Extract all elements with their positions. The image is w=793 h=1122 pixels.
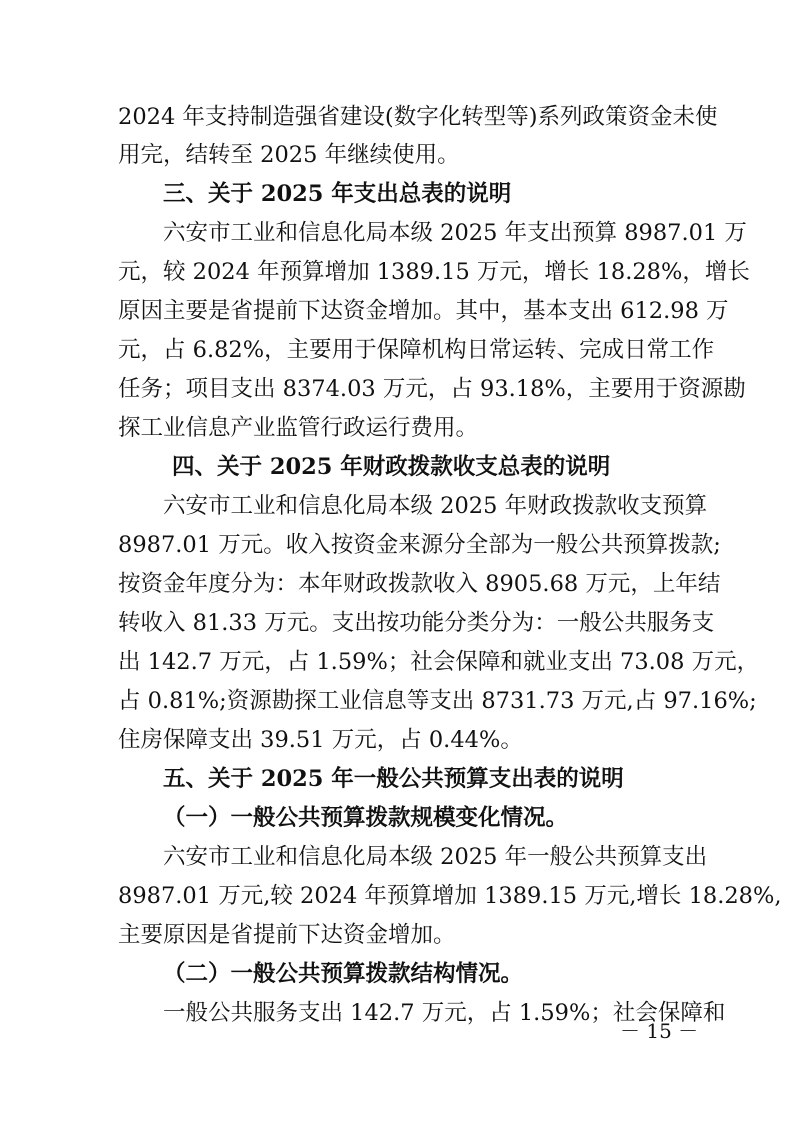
paragraph-line: 住房保障支出 39.51 万元，占 0.44%。: [118, 727, 523, 753]
paragraph-line: 8987.01 万元。收入按资金来源分全部为一般公共预算拨款;: [118, 532, 721, 558]
paragraph-line: 按资金年度分为：本年财政拨款收入 8905.68 万元，上年结: [118, 571, 721, 597]
paragraph-line: 六安市工业和信息化局本级 2025 年一般公共预算支出: [163, 844, 708, 870]
subsection-heading-2: （二）一般公共预算拨款结构情况。: [163, 961, 524, 987]
section-heading-4: 四、关于 2025 年财政拨款收支总表的说明: [172, 454, 611, 480]
paragraph-line: 六安市工业和信息化局本级 2025 年财政拨款收支预算: [163, 493, 708, 519]
paragraph-line: 原因主要是省提前下达资金增加。其中，基本支出 612.98 万: [118, 298, 729, 324]
paragraph-line: 出 142.7 万元，占 1.59%；社会保障和就业支出 73.08 万元，: [118, 649, 760, 675]
subsection-heading-1: （一）一般公共预算拨款规模变化情况。: [163, 805, 569, 831]
paragraph-line: 一般公共服务支出 142.7 万元，占 1.59%；社会保障和: [163, 1000, 726, 1026]
paragraph-line: 探工业信息产业监管行政运行费用。: [118, 415, 479, 441]
paragraph-line: 主要原因是省提前下达资金增加。: [118, 922, 456, 948]
page-number: － 15 －: [620, 1019, 699, 1043]
paragraph-line: 转收入 81.33 万元。支出按功能分类分为：一般公共服务支: [118, 610, 715, 636]
paragraph-line: 任务；项目支出 8374.03 万元，占 93.18%，主要用于资源勘: [118, 376, 746, 402]
section-heading-3: 三、关于 2025 年支出总表的说明: [163, 181, 512, 207]
paragraph-line: 8987.01 万元,较 2024 年预算增加 1389.15 万元,增长 18.28%,: [118, 883, 782, 909]
paragraph-line: 六安市工业和信息化局本级 2025 年支出预算 8987.01 万: [163, 220, 747, 246]
paragraph-line: 元，较 2024 年预算增加 1389.15 万元，增长 18.28%，增长: [118, 259, 750, 285]
section-heading-5: 五、关于 2025 年一般公共预算支出表的说明: [163, 766, 624, 792]
paragraph-line: 2024 年支持制造强省建设(数字化转型等)系列政策资金未使: [118, 104, 718, 130]
paragraph-line: 占 0.81%;资源勘探工业信息等支出 8731.73 万元,占 97.16%;: [118, 688, 757, 714]
paragraph-line: 元，占 6.82%，主要用于保障机构日常运转、完成日常工作: [118, 337, 715, 363]
paragraph-line: 用完，结转至 2025 年继续使用。: [118, 142, 460, 168]
